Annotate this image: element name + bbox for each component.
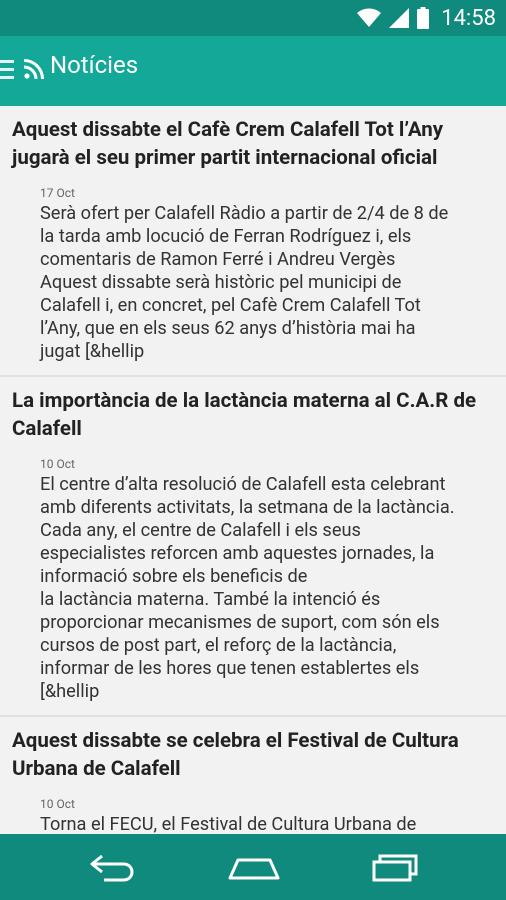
news-item-excerpt: Torna el FECU, el Festival de Cultura Urbana de xyxy=(40,814,417,834)
news-item-title: Aquest dissabte se celebra el Festival de Cultura Urbana de Calafell xyxy=(12,729,459,781)
news-item-excerpt: Serà ofert per Calafell Ràdio a partir de 2/4 de 8 de la tarda amb locució de Ferran Rodríguez i, els comentaris de Ramon Ferré i Andreu Vergès Aquest dissabte serà històric pel municipi de Calafell i, en concret, pel Cafè Crem Calafell Tot l’Any, que en els seus 62 anys d’història mai ha jugat [&hellip xyxy=(40,203,449,362)
home-icon[interactable] xyxy=(226,852,282,884)
recents-icon[interactable] xyxy=(368,852,420,884)
navigation-bar xyxy=(0,834,506,900)
battery-icon xyxy=(417,7,429,29)
news-item[interactable] xyxy=(0,377,506,717)
app-title[interactable]: Notícies xyxy=(50,51,139,79)
news-item-excerpt: El centre d’alta resolució de Calafell esta celebrant amb diferents activitats, la setmana de la lactància. Cada any, el centre de Calafell i els seus especialistes reforcen amb aquestes jornades, la informació sobre els beneficis de la lactància materna. També la intenció és proporcionar mecanismes de suport, com són els cursos de post part, el reforç de la lactància, informar de les hores que tenen establertes els [&hellip xyxy=(40,474,455,702)
rss-icon xyxy=(24,59,44,79)
drawer-icon[interactable] xyxy=(0,60,14,82)
news-item-date: 10 Oct xyxy=(40,797,75,811)
status-time: 14:58 xyxy=(441,5,496,31)
status-icons xyxy=(357,0,496,36)
wifi-icon xyxy=(357,8,381,28)
news-item-date: 10 Oct xyxy=(40,457,75,471)
back-icon[interactable] xyxy=(88,852,138,884)
news-item-date: 17 Oct xyxy=(40,186,75,200)
status-bar xyxy=(0,0,506,36)
news-list[interactable] xyxy=(0,106,506,834)
news-item[interactable] xyxy=(0,106,506,377)
news-item-title: Aquest dissabte el Cafè Crem Calafell Tot l’Any jugarà el seu primer partit internacional oficial xyxy=(12,118,444,170)
app-bar xyxy=(0,36,506,106)
signal-icon xyxy=(389,8,409,28)
news-item-title: La importància de la lactància materna al C.A.R de Calafell xyxy=(12,389,477,441)
news-item[interactable] xyxy=(0,717,506,834)
